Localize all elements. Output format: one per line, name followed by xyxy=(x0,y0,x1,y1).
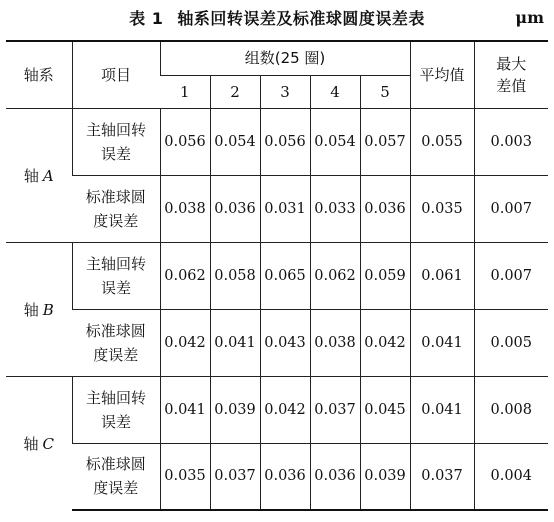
axis-letter: B xyxy=(42,300,54,319)
mean-value: 0.041 xyxy=(410,309,474,376)
error-table xyxy=(6,40,548,511)
mean-value: 0.055 xyxy=(410,108,474,175)
table-title-text: 轴系回转误差及标准球圆度误差表 xyxy=(177,9,425,28)
group-value: 0.054 xyxy=(210,108,260,175)
group-value: 0.062 xyxy=(160,242,210,309)
axis-cell xyxy=(6,242,72,376)
table-row xyxy=(6,242,548,309)
header-axis: 轴系 xyxy=(6,41,72,108)
group-number: 2 xyxy=(210,75,260,108)
group-value: 0.036 xyxy=(260,443,310,510)
item-name: 标准球圆 度误差 xyxy=(72,443,160,510)
group-number: 4 xyxy=(310,75,360,108)
group-number: 1 xyxy=(160,75,210,108)
header-max-diff: 最大 差值 xyxy=(474,41,548,108)
table-row xyxy=(6,108,548,175)
max-diff-value: 0.007 xyxy=(474,175,548,242)
group-value: 0.043 xyxy=(260,309,310,376)
group-value: 0.062 xyxy=(310,242,360,309)
group-value: 0.042 xyxy=(360,309,410,376)
group-value: 0.037 xyxy=(210,443,260,510)
axis-cell xyxy=(6,108,72,242)
table-caption xyxy=(0,6,554,32)
group-number: 5 xyxy=(360,75,410,108)
mean-value: 0.061 xyxy=(410,242,474,309)
group-value: 0.058 xyxy=(210,242,260,309)
group-value: 0.056 xyxy=(260,108,310,175)
axis-label: 轴 xyxy=(23,434,39,453)
group-value: 0.036 xyxy=(360,175,410,242)
group-number: 3 xyxy=(260,75,310,108)
unit-label: μm xyxy=(515,8,544,27)
header-groups: 组数(25 圈) xyxy=(160,41,410,75)
group-value: 0.059 xyxy=(360,242,410,309)
max-diff-value: 0.003 xyxy=(474,108,548,175)
table-row xyxy=(6,376,548,443)
axis-letter: A xyxy=(42,166,54,185)
item-name: 主轴回转 误差 xyxy=(72,108,160,175)
group-value: 0.033 xyxy=(310,175,360,242)
group-value: 0.042 xyxy=(260,376,310,443)
max-diff-value: 0.004 xyxy=(474,443,548,510)
max-diff-value: 0.007 xyxy=(474,242,548,309)
mean-value: 0.035 xyxy=(410,175,474,242)
group-value: 0.041 xyxy=(210,309,260,376)
group-value: 0.037 xyxy=(310,376,360,443)
header-item: 项目 xyxy=(72,41,160,108)
axis-label: 轴 xyxy=(23,300,39,319)
group-value: 0.065 xyxy=(260,242,310,309)
item-name: 主轴回转 误差 xyxy=(72,376,160,443)
max-diff-value: 0.008 xyxy=(474,376,548,443)
mean-value: 0.037 xyxy=(410,443,474,510)
group-value: 0.041 xyxy=(160,376,210,443)
table-title xyxy=(0,6,554,29)
group-value: 0.035 xyxy=(160,443,210,510)
group-value: 0.036 xyxy=(210,175,260,242)
table-row xyxy=(6,175,548,242)
item-name: 标准球圆 度误差 xyxy=(72,309,160,376)
item-name: 标准球圆 度误差 xyxy=(72,175,160,242)
mean-value: 0.041 xyxy=(410,376,474,443)
group-value: 0.039 xyxy=(210,376,260,443)
group-value: 0.038 xyxy=(160,175,210,242)
table-row xyxy=(6,443,548,510)
group-value: 0.042 xyxy=(160,309,210,376)
header-mean: 平均值 xyxy=(410,41,474,108)
table-number: 表 1 xyxy=(129,9,164,28)
axis-label: 轴 xyxy=(23,166,39,185)
group-value: 0.036 xyxy=(310,443,360,510)
group-value: 0.056 xyxy=(160,108,210,175)
max-diff-value: 0.005 xyxy=(474,309,548,376)
item-name: 主轴回转 误差 xyxy=(72,242,160,309)
table-body xyxy=(6,108,548,510)
group-value: 0.054 xyxy=(310,108,360,175)
table-row xyxy=(6,309,548,376)
group-value: 0.045 xyxy=(360,376,410,443)
axis-letter: C xyxy=(42,434,54,453)
group-value: 0.031 xyxy=(260,175,310,242)
group-value: 0.038 xyxy=(310,309,360,376)
group-value: 0.039 xyxy=(360,443,410,510)
group-value: 0.057 xyxy=(360,108,410,175)
axis-cell xyxy=(6,376,72,510)
